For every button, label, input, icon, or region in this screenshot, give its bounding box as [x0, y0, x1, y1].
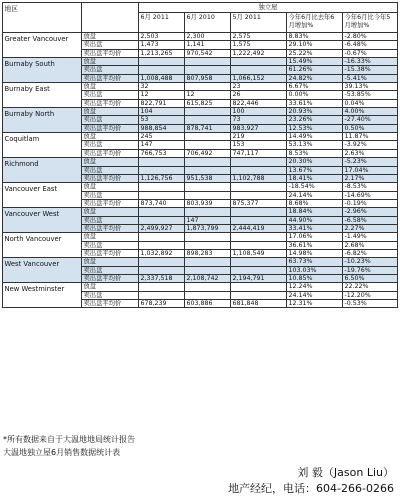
table-cell: [139, 258, 185, 266]
header-jun2011: 6月 2011: [139, 13, 185, 33]
table-cell: 23: [231, 83, 287, 91]
table-cell: [185, 291, 231, 299]
metric-label: 卖出盘平均价: [82, 149, 139, 157]
region-name: New Westminster: [3, 283, 82, 308]
region-name: Greater Vancouver: [3, 33, 82, 58]
metric-label: 卖出盘平均价: [82, 174, 139, 182]
table-cell: 747,117: [231, 149, 287, 157]
table-cell: 803,939: [185, 199, 231, 207]
table-cell: [185, 58, 231, 66]
table-cell: 0.04%: [343, 99, 398, 107]
metric-label: 卖出盘平均价: [82, 274, 139, 282]
table-cell: 8.68%: [287, 199, 343, 207]
table-cell: -1.49%: [343, 233, 398, 241]
table-cell: 2.27%: [343, 224, 398, 232]
table-cell: 2.63%: [343, 149, 398, 157]
table-cell: 219: [231, 133, 287, 141]
table-cell: -19.76%: [343, 266, 398, 274]
table-cell: [139, 266, 185, 274]
region-name: West Vancouver: [3, 258, 82, 283]
metric-label: 卖出盘: [82, 66, 139, 74]
table-cell: 615,825: [185, 99, 231, 107]
table-cell: [139, 291, 185, 299]
table-cell: 2,444,419: [231, 224, 287, 232]
table-cell: 33.61%: [287, 99, 343, 107]
table-cell: 8.53%: [287, 149, 343, 157]
table-row: [3, 233, 398, 241]
metric-label: 卖出盘: [82, 191, 139, 199]
table-cell: 245: [139, 133, 185, 141]
table-cell: -15.38%: [343, 66, 398, 74]
table-cell: -27.40%: [343, 116, 398, 124]
table-cell: [139, 166, 185, 174]
table-cell: 766,753: [139, 149, 185, 157]
table-cell: [185, 66, 231, 74]
table-cell: [185, 133, 231, 141]
table-cell: [185, 158, 231, 166]
metric-label: 卖出盘: [82, 266, 139, 274]
table-cell: 822,446: [231, 99, 287, 107]
table-cell: [231, 208, 287, 216]
table-cell: [185, 141, 231, 149]
table-cell: [139, 233, 185, 241]
footnote-source: *所有数据来自于大温地地局统计报告: [3, 435, 135, 444]
metric-label: 放盘: [82, 258, 139, 266]
table-cell: [185, 83, 231, 91]
metric-label: 放盘: [82, 133, 139, 141]
metric-label: 卖出盘: [82, 166, 139, 174]
table-cell: 822,791: [139, 99, 185, 107]
metric-label: 卖出盘: [82, 216, 139, 224]
table-cell: 1,222,492: [231, 49, 287, 57]
table-cell: [231, 191, 287, 199]
table-cell: 12: [185, 91, 231, 99]
table-cell: 147: [139, 141, 185, 149]
table-body: [3, 33, 398, 308]
table-cell: [185, 241, 231, 249]
table-cell: -0.67%: [343, 49, 398, 57]
agent-contact: 地产经纪，电话：604-266-0266: [228, 482, 394, 495]
table-cell: -53.85%: [343, 91, 398, 99]
table-cell: -6.82%: [343, 249, 398, 257]
table-cell: 873,740: [139, 199, 185, 207]
table-cell: 17.06%: [287, 233, 343, 241]
table-cell: -0.19%: [343, 199, 398, 207]
metric-label: 卖出盘: [82, 291, 139, 299]
metric-label: 放盘: [82, 108, 139, 116]
table-cell: [231, 233, 287, 241]
table-cell: 951,538: [185, 174, 231, 182]
table-row: [3, 83, 398, 91]
table-row: [3, 283, 398, 291]
metric-label: 卖出盘: [82, 41, 139, 49]
metric-label: 卖出盘: [82, 91, 139, 99]
table-cell: [185, 108, 231, 116]
region-name: Burnaby North: [3, 108, 82, 133]
table-row: [3, 158, 398, 166]
metric-label: 卖出盘: [82, 241, 139, 249]
table-cell: -10.23%: [343, 258, 398, 266]
table-cell: 2,575: [231, 33, 287, 41]
table-cell: 6.67%: [287, 83, 343, 91]
footnote-title: 大温地独立屋6月销售数据统计表: [3, 448, 121, 457]
housing-stats-table: [2, 2, 398, 308]
table-cell: 12.24%: [287, 283, 343, 291]
region-name: North Vancouver: [3, 233, 82, 258]
table-cell: [139, 208, 185, 216]
metric-label: 放盘: [82, 158, 139, 166]
table-cell: 53.13%: [287, 141, 343, 149]
table-row: [3, 183, 398, 191]
region-name: Coquitlam: [3, 133, 82, 158]
table-cell: 2.68%: [343, 241, 398, 249]
table-row: [3, 258, 398, 266]
table-cell: [185, 183, 231, 191]
table-cell: 681,848: [231, 300, 287, 308]
table-cell: [139, 183, 185, 191]
table-cell: 18.84%: [287, 208, 343, 216]
table-cell: 12.31%: [287, 300, 343, 308]
table-cell: [231, 58, 287, 66]
table-cell: -6.58%: [343, 216, 398, 224]
metric-label: 放盘: [82, 183, 139, 191]
table-cell: 1,102,788: [231, 174, 287, 182]
table-cell: 14.98%: [287, 249, 343, 257]
table-cell: -18.54%: [287, 183, 343, 191]
table-cell: 22.22%: [343, 283, 398, 291]
header-region: 地区: [3, 3, 82, 33]
table-cell: 33.41%: [287, 224, 343, 232]
metric-label: 卖出盘平均价: [82, 199, 139, 207]
table-cell: 103.03%: [287, 266, 343, 274]
table-cell: 1,008,488: [139, 74, 185, 82]
table-cell: 1,126,756: [139, 174, 185, 182]
table-cell: [185, 258, 231, 266]
table-cell: 44.90%: [287, 216, 343, 224]
table-cell: 11.87%: [343, 133, 398, 141]
table-cell: -2.80%: [343, 33, 398, 41]
table-cell: 706,492: [185, 149, 231, 157]
table-cell: [231, 66, 287, 74]
table-cell: 1,473: [139, 41, 185, 49]
table-cell: [231, 291, 287, 299]
table-cell: [139, 66, 185, 74]
table-cell: 1,873,799: [185, 224, 231, 232]
table-cell: 32: [139, 83, 185, 91]
table-cell: 73: [231, 116, 287, 124]
table-cell: 24.82%: [287, 74, 343, 82]
header-yoy: 今年6月比去年6月增加%: [287, 13, 343, 33]
region-name: Burnaby South: [3, 58, 82, 83]
table-cell: 2,300: [185, 33, 231, 41]
table-cell: 20.93%: [287, 108, 343, 116]
table-cell: -0.53%: [343, 300, 398, 308]
table-cell: 61.26%: [287, 66, 343, 74]
table-cell: -3.92%: [343, 141, 398, 149]
table-cell: 875,377: [231, 199, 287, 207]
table-cell: 23.26%: [287, 116, 343, 124]
metric-label: 放盘: [82, 283, 139, 291]
table-cell: 878,741: [185, 124, 231, 132]
table-cell: 4.00%: [343, 108, 398, 116]
table-cell: 1,213,265: [139, 49, 185, 57]
table-cell: 1,032,892: [139, 249, 185, 257]
table-cell: 603,886: [185, 300, 231, 308]
table-cell: [231, 183, 287, 191]
table-cell: [231, 241, 287, 249]
table-cell: 25.22%: [287, 49, 343, 57]
metric-label: 卖出盘: [82, 141, 139, 149]
table-cell: 14.49%: [287, 133, 343, 141]
table-cell: 29.10%: [287, 41, 343, 49]
table-cell: 678,239: [139, 300, 185, 308]
region-name: Burnaby East: [3, 83, 82, 108]
table-row: [3, 33, 398, 41]
table-cell: 2,108,742: [185, 274, 231, 282]
table-cell: 970,542: [185, 49, 231, 57]
table-cell: 1,141: [185, 41, 231, 49]
table-cell: 153: [231, 141, 287, 149]
table-row: [3, 208, 398, 216]
table-cell: 36.61%: [287, 241, 343, 249]
metric-label: 卖出盘平均价: [82, 249, 139, 257]
table-cell: 0.50%: [343, 124, 398, 132]
metric-label: 放盘: [82, 208, 139, 216]
table-cell: 104: [139, 108, 185, 116]
table-cell: 1,108,549: [231, 249, 287, 257]
metric-label: 放盘: [82, 233, 139, 241]
metric-label: 放盘: [82, 83, 139, 91]
table-cell: [231, 216, 287, 224]
table-cell: 898,283: [185, 249, 231, 257]
table-cell: 20.30%: [287, 158, 343, 166]
table-row: [3, 58, 398, 66]
table-cell: 100: [231, 108, 287, 116]
region-name: Vancouver West: [3, 208, 82, 233]
table-cell: -12.20%: [343, 291, 398, 299]
table-cell: [231, 158, 287, 166]
table-cell: [185, 191, 231, 199]
metric-label: 卖出盘平均价: [82, 224, 139, 232]
table-cell: 17.04%: [343, 166, 398, 174]
table-cell: 0.00%: [287, 91, 343, 99]
table-cell: 2,499,927: [139, 224, 185, 232]
table-cell: 988,854: [139, 124, 185, 132]
table-cell: [231, 283, 287, 291]
table-cell: -6.48%: [343, 41, 398, 49]
table-cell: 1,575: [231, 41, 287, 49]
table-cell: [139, 283, 185, 291]
metric-label: 放盘: [82, 58, 139, 66]
table-cell: 18.41%: [287, 174, 343, 182]
table-cell: [139, 158, 185, 166]
table-cell: 8.83%: [287, 33, 343, 41]
table-cell: 2,194,791: [231, 274, 287, 282]
table-cell: 24.14%: [287, 191, 343, 199]
metric-label: 卖出盘平均价: [82, 99, 139, 107]
table-cell: 807,958: [185, 74, 231, 82]
header-jun2010: 6月 2010: [185, 13, 231, 33]
table-cell: 15.49%: [287, 58, 343, 66]
table-cell: 2,337,518: [139, 274, 185, 282]
metric-label: 卖出盘: [82, 116, 139, 124]
table-cell: 13.67%: [287, 166, 343, 174]
table-cell: [185, 116, 231, 124]
table-cell: 63.73%: [287, 258, 343, 266]
table-cell: [139, 58, 185, 66]
header-group: 独立屋: [139, 3, 398, 13]
region-name: Vancouver East: [3, 183, 82, 208]
table-cell: 2.17%: [343, 174, 398, 182]
table-cell: 1,066,152: [231, 74, 287, 82]
table-cell: 12: [139, 91, 185, 99]
table-cell: 983,927: [231, 124, 287, 132]
table-cell: 53: [139, 116, 185, 124]
table-cell: [185, 166, 231, 174]
table-cell: -5.23%: [343, 158, 398, 166]
region-name: Richmond: [3, 158, 82, 183]
table-cell: [185, 266, 231, 274]
table-cell: -16.33%: [343, 58, 398, 66]
table-cell: 26: [231, 91, 287, 99]
table-cell: 12.53%: [287, 124, 343, 132]
agent-name: 刘 毅（Jason Liu）: [297, 466, 394, 479]
table-cell: [139, 216, 185, 224]
metric-label: 卖出盘平均价: [82, 124, 139, 132]
table-cell: 2,503: [139, 33, 185, 41]
table-cell: 10.85%: [287, 274, 343, 282]
table-cell: -14.69%: [343, 191, 398, 199]
metric-label: 放盘: [82, 33, 139, 41]
table-cell: -5.41%: [343, 74, 398, 82]
table-cell: [231, 266, 287, 274]
table-cell: -8.53%: [343, 183, 398, 191]
table-cell: [185, 283, 231, 291]
table-cell: [231, 166, 287, 174]
table-cell: [139, 191, 185, 199]
table-cell: [185, 233, 231, 241]
table-cell: 24.14%: [287, 291, 343, 299]
table-cell: 6.50%: [343, 274, 398, 282]
metric-label: 卖出盘平均价: [82, 49, 139, 57]
table-cell: [139, 241, 185, 249]
table-cell: 147: [185, 216, 231, 224]
table-row: [3, 108, 398, 116]
table-cell: -2.96%: [343, 208, 398, 216]
metric-label: 卖出盘平均价: [82, 300, 139, 308]
table-cell: [185, 208, 231, 216]
header-may2011: 5月 2011: [231, 13, 287, 33]
metric-label: 卖出盘平均价: [82, 74, 139, 82]
table-cell: [231, 258, 287, 266]
table-cell: 39.13%: [343, 83, 398, 91]
table-row: [3, 133, 398, 141]
header-mom: 今年6月比今年5月增加%: [343, 13, 398, 33]
